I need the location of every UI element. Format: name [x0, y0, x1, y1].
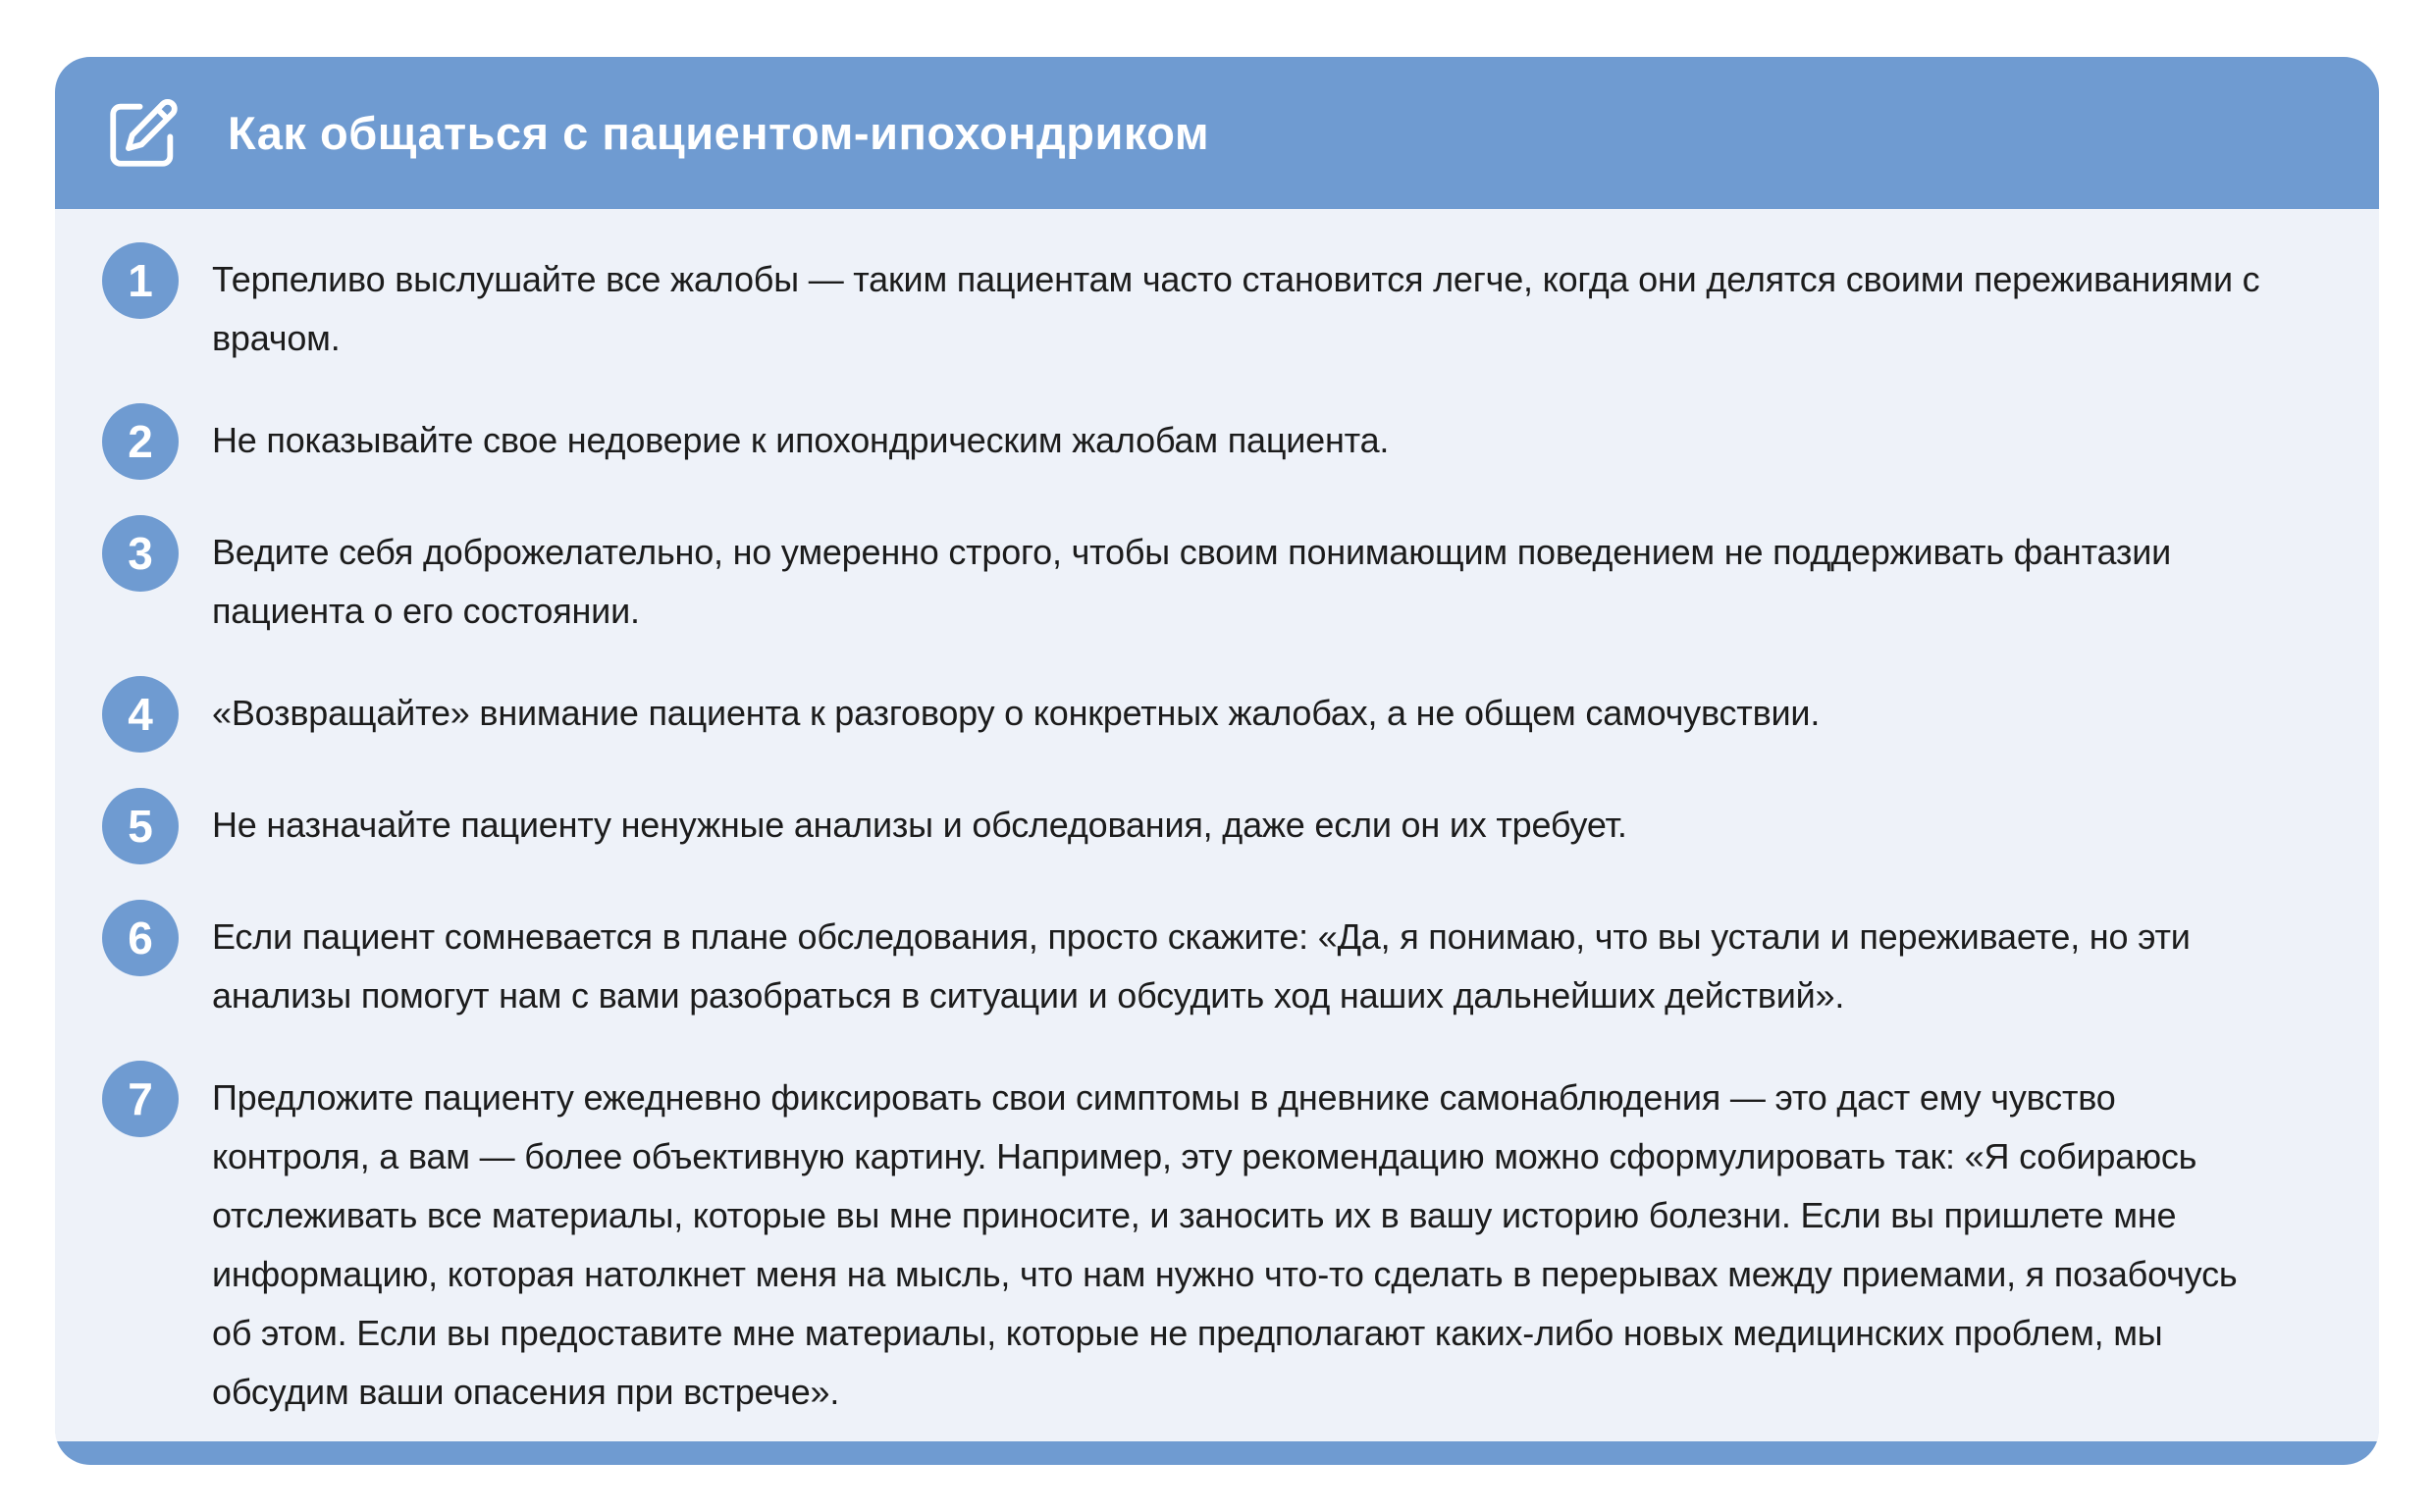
advice-list-item [102, 684, 2281, 753]
advice-list-item [102, 908, 2281, 1025]
item-number-badge: 4 [102, 676, 179, 753]
advice-list-item [102, 523, 2281, 641]
advice-list-item [102, 250, 2281, 368]
card-header [55, 57, 2379, 209]
advice-list-item [102, 796, 2281, 864]
item-text: «Возвращайте» внимание пациента к разговору о конкретных жалобах, а не общем самочувствии. [212, 693, 1821, 733]
item-number-badge: 2 [102, 403, 179, 480]
item-number-badge: 1 [102, 242, 179, 319]
item-text: Ведите себя доброжелательно, но умеренно строго, чтобы своим понимающим поведением не поддерживать фантазии пациента о его состоянии. [212, 532, 2172, 631]
item-text: Не показывайте свое недоверие к ипохондрическим жалобам пациента. [212, 420, 1390, 460]
item-text: Предложите пациенту ежедневно фиксировать свои симптомы в дневнике самонаблюдения — это даст ему чувство контроля, а вам — более объективную картину. Например, эту рекомендацию можно сформулировать так: «Я собираюсь отслеживать все материалы, которые вы мне приносите, и заносить их в вашу историю болезни. Если вы пришлете мне информацию, которая натолкнет меня на мысль, что нам нужно что-то сделать в перерывах между приемами, я позабочусь об этом. Если вы предоставите мне материалы, которые не предполагают каких-либо новых медицинских проблем, мы обсудим ваши опасения при встрече». [212, 1077, 2238, 1412]
hypochondriac-communication-card [55, 57, 2379, 1465]
advice-list-item [102, 411, 2281, 480]
item-text: Если пациент сомневается в плане обследования, просто скажите: «Да, я понимаю, что вы устали и переживаете, но эти анализы помогут нам с вами разобраться в ситуации и обсудить ход наших дальнейших действий». [212, 916, 2191, 1016]
advice-list [55, 209, 2379, 1441]
card-footer-bar [55, 1441, 2379, 1465]
item-number-badge: 3 [102, 515, 179, 592]
item-text: Терпеливо выслушайте все жалобы — таким пациентам часто становится легче, когда они делятся своими переживаниями с врачом. [212, 259, 2260, 358]
advice-list-item [102, 1069, 2281, 1422]
item-number-badge: 7 [102, 1061, 179, 1137]
item-number-badge: 5 [102, 788, 179, 864]
item-number-badge: 6 [102, 900, 179, 976]
edit-pencil-icon [102, 92, 185, 175]
card-title: Как общаться с пациентом-ипохондриком [228, 107, 1210, 159]
item-text: Не назначайте пациенту ненужные анализы и обследования, даже если он их требует. [212, 805, 1627, 845]
